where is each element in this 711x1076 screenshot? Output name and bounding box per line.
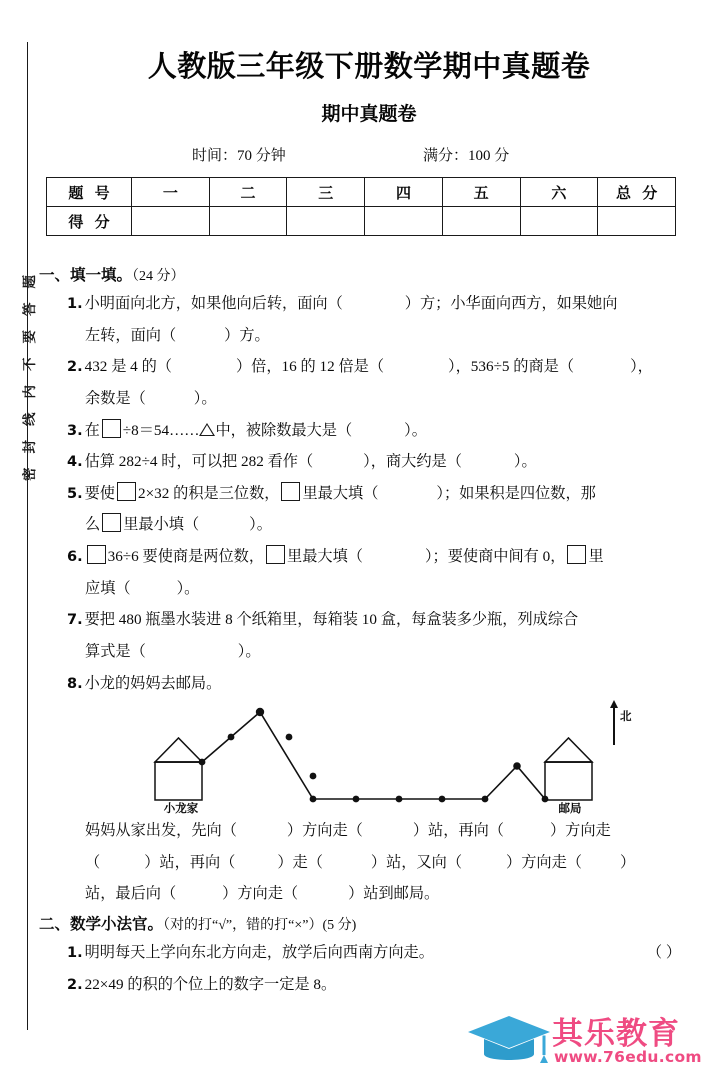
- question-text: ）；要使商中间有 0，: [424, 548, 566, 565]
- question-text: 2×32 的积是三位数，: [137, 484, 280, 502]
- question-text: 36÷6 要使商是两位数，: [107, 548, 265, 565]
- post-office-house-icon: [545, 738, 592, 800]
- question-text: 要把 480 瓶墨水装进 8 个纸箱里，每箱装 10 盒，每盒装多少瓶，列成综合: [84, 611, 579, 629]
- blank-square-box[interactable]: [87, 545, 106, 564]
- post-office-label: 邮局: [558, 801, 582, 816]
- question-text: ）。: [193, 389, 217, 407]
- question-text: 余数是（: [85, 389, 146, 407]
- seal-line-text: 密封线内不要答题: [22, 261, 38, 481]
- question-number: 4.: [67, 454, 83, 471]
- section2-question-1: [67, 941, 699, 966]
- triangle-icon: [199, 423, 215, 436]
- score-input-cell[interactable]: [132, 207, 210, 236]
- question-text: 估算 282÷4 时，可以把 282 看作（: [84, 453, 314, 471]
- question-text: 432 是 4 的（: [84, 358, 172, 376]
- question-8-fill-line2: [67, 851, 699, 876]
- question-text: ）: [619, 853, 636, 871]
- question-text: ）。: [513, 453, 537, 471]
- score-cell: 总 分: [598, 178, 676, 207]
- section-heading-two: [39, 912, 711, 934]
- question-text: ）；如果积是四位数，那: [436, 484, 596, 502]
- question-text: ）站，又向（: [370, 853, 462, 871]
- route-diagram-svg: [27, 700, 687, 812]
- score-input-cell[interactable]: [520, 207, 598, 236]
- score-cell: 一: [132, 178, 210, 207]
- score-cell: 六: [520, 178, 598, 207]
- true-false-answer-slot[interactable]: （ ）: [646, 944, 681, 961]
- question-number: 1.: [67, 945, 83, 961]
- question-text: 么: [85, 516, 101, 534]
- question-7-line2: [67, 640, 699, 665]
- exam-duration: 时间：70 分钟: [192, 148, 286, 164]
- question-text: 里: [588, 548, 604, 565]
- score-table-row-label: 题 号: [47, 178, 132, 207]
- question-text: ）倍，16 的 12 倍是（: [235, 358, 385, 376]
- exam-page: [27, 0, 711, 1076]
- question-text: ）方；小华面向西方，如果她向: [404, 295, 618, 312]
- question-5: [67, 482, 699, 507]
- question-text: 应填（: [85, 579, 131, 597]
- question-number: 7.: [67, 612, 83, 629]
- question-6-line2: [67, 577, 699, 602]
- score-input-cell[interactable]: [287, 207, 365, 236]
- question-text: 22×49 的积的个位上的数字一定是 8。: [84, 975, 337, 993]
- question-1: [67, 292, 699, 317]
- question-text: 明明每天上学向东北方向走，放学后向西南方向走。: [84, 944, 434, 961]
- question-text: ）。: [249, 516, 272, 534]
- blank-square-box[interactable]: [102, 419, 121, 438]
- question-text: 里最大填（: [287, 548, 363, 565]
- section2-question-2: [67, 973, 699, 998]
- question-6: [67, 545, 699, 570]
- section-two-points: （对的打“√”，错的打“×”）(5 分): [163, 918, 357, 933]
- score-cell: 四: [365, 178, 443, 207]
- question-3: [67, 419, 699, 444]
- route-path: [202, 712, 545, 799]
- question-text: 中，被除数最大是（: [215, 421, 353, 439]
- question-4: [67, 450, 699, 475]
- question-text: ）站，再向（: [412, 822, 504, 840]
- question-8-fill-line3: [67, 882, 699, 907]
- exam-meta-row: [27, 144, 711, 166]
- question-text: ）站，再向（: [144, 853, 236, 871]
- question-text: ）方向走（: [286, 822, 363, 840]
- question-8-fill-line1: [67, 819, 699, 844]
- blank-square-box[interactable]: [266, 545, 285, 564]
- score-cell: 二: [209, 178, 287, 207]
- section-two-title: 二、数学小法官。: [39, 915, 164, 933]
- question-text: ）方。: [224, 326, 270, 344]
- question-text: ）方向走: [549, 822, 611, 840]
- watermark-brand: 其乐教育: [552, 1016, 680, 1052]
- question-text: ）。: [237, 642, 261, 660]
- north-arrow-icon: [610, 700, 618, 745]
- question-text: 里最大填（: [302, 484, 379, 502]
- watermark-logo: [466, 1006, 706, 1074]
- blank-square-box[interactable]: [567, 545, 586, 564]
- question-text: ）。: [176, 579, 200, 597]
- route-diagram: [27, 700, 687, 816]
- question-number: 1.: [67, 296, 83, 312]
- question-number: 2.: [67, 976, 83, 993]
- question-2-line2: [67, 387, 699, 412]
- home-label: 小龙家: [163, 801, 199, 816]
- question-text: ），536÷5 的商是（: [448, 358, 575, 376]
- question-text: ）走（: [277, 853, 323, 871]
- question-text: ）方向走（: [506, 853, 582, 871]
- score-input-cell[interactable]: [365, 207, 443, 236]
- page-subtitle: 期中真题卷: [321, 103, 417, 125]
- score-input-cell[interactable]: [598, 207, 676, 236]
- question-text: 小明面向北方，如果他向后转，面向（: [84, 295, 343, 312]
- question-number: 5.: [67, 485, 83, 502]
- section-heading-one: [39, 263, 711, 285]
- question-1-line2: [67, 324, 699, 349]
- question-text: ）。: [404, 421, 427, 439]
- question-text: （: [85, 853, 101, 871]
- question-text: 妈妈从家出发，先向（: [85, 822, 237, 840]
- question-text: 里最小填（: [123, 516, 200, 534]
- question-text: ）站到邮局。: [348, 885, 440, 903]
- question-text: ÷8＝54……: [122, 421, 200, 439]
- home-house-icon: [155, 738, 202, 800]
- question-text: 站，最后向（: [85, 885, 177, 903]
- blank-square-box[interactable]: [281, 482, 300, 501]
- question-2: [67, 355, 699, 380]
- question-text: ）方向走（: [222, 885, 299, 903]
- question-text: 左转，面向（: [85, 326, 177, 344]
- score-input-cell[interactable]: [209, 207, 287, 236]
- question-text: 小龙的妈妈去邮局。: [84, 674, 222, 692]
- question-number: 6.: [67, 549, 83, 565]
- question-text: 在: [84, 421, 100, 439]
- north-label: 北: [620, 709, 632, 724]
- question-number: 2.: [67, 359, 83, 376]
- blank-square-box[interactable]: [117, 482, 136, 501]
- graduation-cap-icon: [466, 1010, 552, 1072]
- question-7: [67, 608, 699, 633]
- question-number: 3.: [67, 422, 83, 439]
- question-5-line2: [67, 513, 699, 538]
- score-cell: 三: [287, 178, 365, 207]
- table-row: [47, 178, 676, 207]
- question-text: ），: [630, 358, 653, 376]
- question-8: [67, 672, 699, 697]
- blank-square-box[interactable]: [102, 513, 121, 532]
- score-cell: 五: [442, 178, 520, 207]
- question-text: ），商大约是（: [363, 453, 462, 471]
- page-title: 人教版三年级下册数学期中真题卷: [147, 49, 591, 83]
- table-row: [47, 207, 676, 236]
- watermark-url: www.76edu.com: [554, 1048, 702, 1066]
- question-text: 要使: [84, 484, 115, 502]
- section-one-points: （24 分）: [132, 269, 185, 284]
- score-table-row-label: 得 分: [47, 207, 132, 236]
- question-number: 8.: [67, 675, 83, 692]
- score-input-cell[interactable]: [442, 207, 520, 236]
- seal-line-rail: [0, 42, 28, 1030]
- section-one-title: 一、填一填。: [39, 266, 133, 284]
- exam-full-score: 满分：100 分: [423, 148, 510, 164]
- score-table: [46, 177, 676, 236]
- question-text: 算式是（: [85, 642, 146, 660]
